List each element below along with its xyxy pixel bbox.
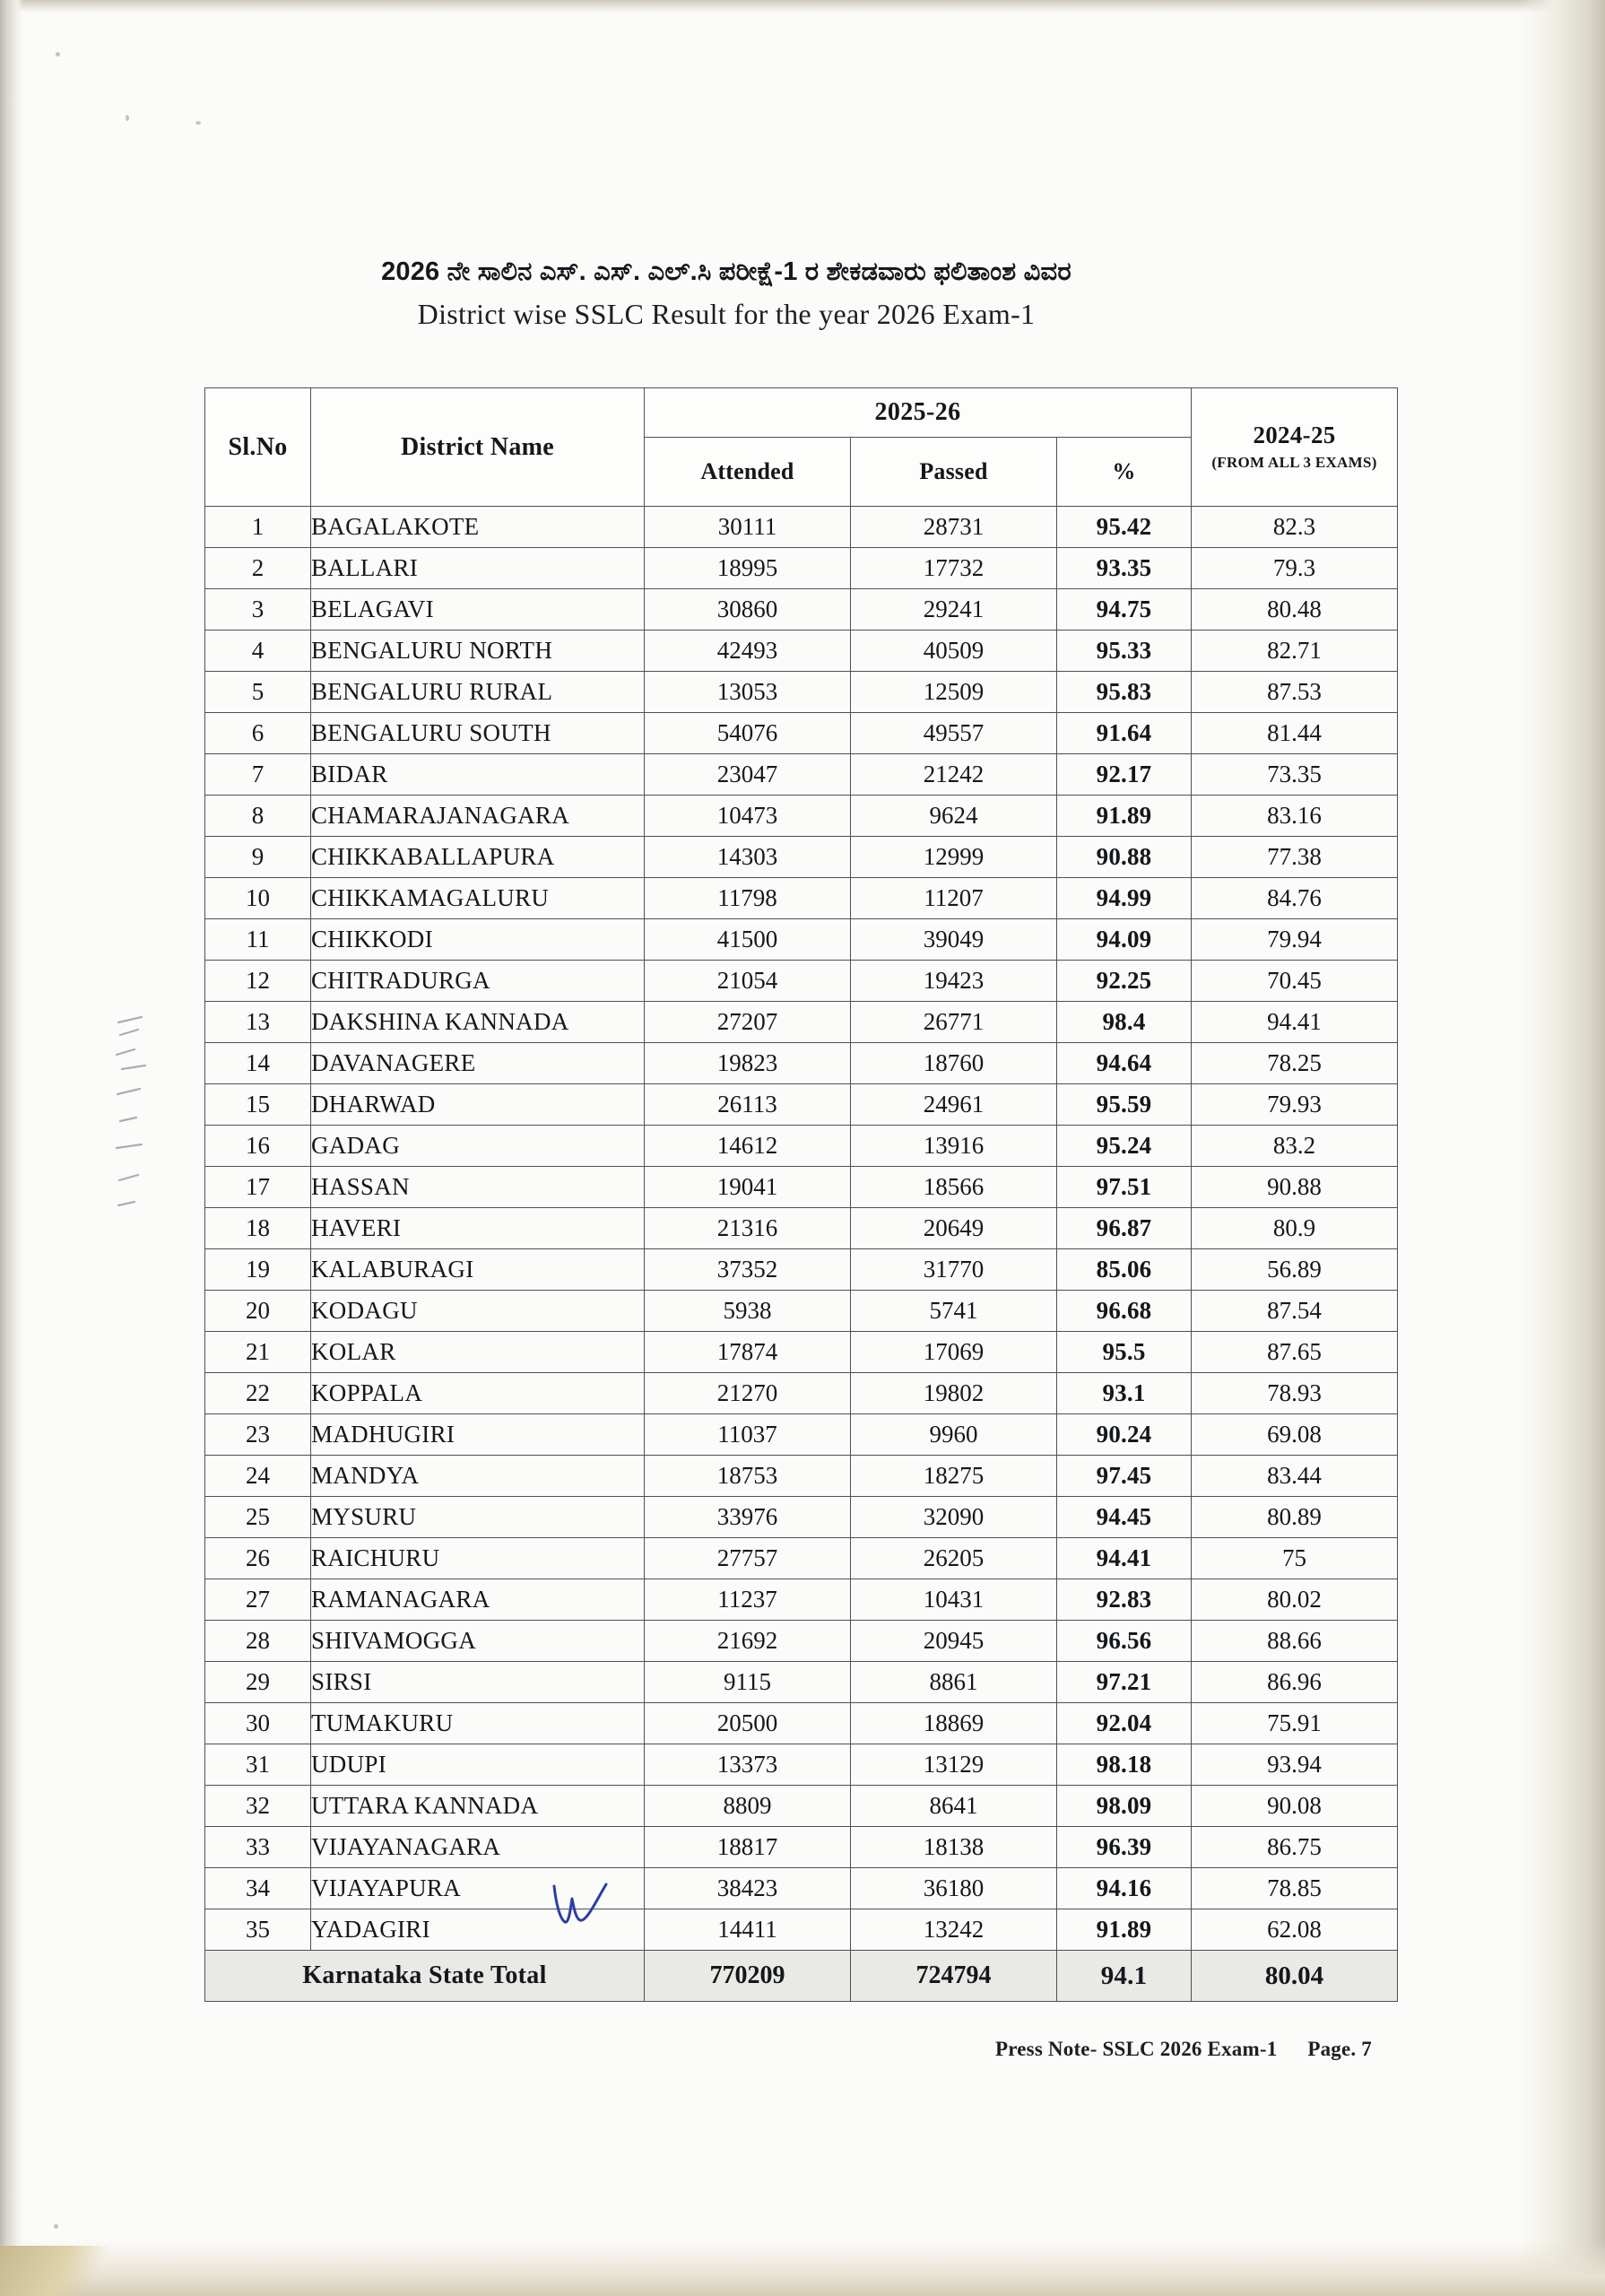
row-percent: 94.41: [1057, 1538, 1192, 1579]
table-body: [205, 507, 1398, 2002]
row-percent: 92.25: [1057, 961, 1192, 1002]
row-sl-no: 30: [205, 1703, 311, 1744]
row-percent: 94.99: [1057, 878, 1192, 919]
row-percent: 98.09: [1057, 1786, 1192, 1827]
row-sl-no: 2: [205, 548, 311, 589]
row-previous-percent: 70.45: [1192, 961, 1398, 1002]
row-previous-percent: 86.75: [1192, 1827, 1398, 1868]
header-district-name: District Name: [311, 388, 645, 507]
row-passed: 18760: [851, 1043, 1057, 1084]
row-passed: 26205: [851, 1538, 1057, 1579]
row-percent: 94.75: [1057, 589, 1192, 631]
row-attended: 18753: [645, 1456, 851, 1497]
row-attended: 13373: [645, 1744, 851, 1786]
row-sl-no: 15: [205, 1084, 311, 1126]
row-sl-no: 23: [205, 1414, 311, 1456]
row-previous-percent: 90.08: [1192, 1786, 1398, 1827]
row-sl-no: 18: [205, 1208, 311, 1249]
table-total-row: [205, 1951, 1398, 2002]
results-table-container: [204, 387, 1397, 2002]
table-row: [205, 1291, 1398, 1332]
row-attended: 18817: [645, 1827, 851, 1868]
row-passed: 20649: [851, 1208, 1057, 1249]
row-passed: 31770: [851, 1249, 1057, 1291]
row-sl-no: 6: [205, 713, 311, 754]
row-sl-no: 26: [205, 1538, 311, 1579]
row-percent: 94.45: [1057, 1497, 1192, 1538]
row-sl-no: 5: [205, 672, 311, 713]
row-passed: 12509: [851, 672, 1057, 713]
row-passed: 24961: [851, 1084, 1057, 1126]
row-previous-percent: 84.76: [1192, 878, 1398, 919]
margin-scribbles: [115, 1013, 151, 1229]
row-attended: 5938: [645, 1291, 851, 1332]
row-attended: 14303: [645, 837, 851, 878]
row-district-name: KODAGU: [311, 1291, 645, 1332]
row-previous-percent: 80.9: [1192, 1208, 1398, 1249]
scan-speck: [126, 115, 129, 121]
row-district-name: HASSAN: [311, 1167, 645, 1208]
row-percent: 91.89: [1057, 1909, 1192, 1951]
row-previous-percent: 62.08: [1192, 1909, 1398, 1951]
footer-page-number: Page. 7: [1307, 2038, 1372, 2060]
row-percent: 97.45: [1057, 1456, 1192, 1497]
row-sl-no: 3: [205, 589, 311, 631]
row-sl-no: 1: [205, 507, 311, 548]
row-percent: 93.35: [1057, 548, 1192, 589]
table-row: [205, 1621, 1398, 1662]
table-row: [205, 1827, 1398, 1868]
row-attended: 23047: [645, 754, 851, 796]
row-previous-percent: 78.85: [1192, 1868, 1398, 1909]
row-attended: 14612: [645, 1126, 851, 1167]
table-row: [205, 1332, 1398, 1373]
row-percent: 92.83: [1057, 1579, 1192, 1621]
row-sl-no: 35: [205, 1909, 311, 1951]
row-attended: 13053: [645, 672, 851, 713]
row-sl-no: 27: [205, 1579, 311, 1621]
row-sl-no: 4: [205, 631, 311, 672]
table-header: [205, 388, 1398, 507]
row-percent: 91.64: [1057, 713, 1192, 754]
table-row: [205, 1538, 1398, 1579]
document-title-block: [0, 256, 1453, 332]
row-percent: 95.59: [1057, 1084, 1192, 1126]
table-row: [205, 961, 1398, 1002]
row-district-name: MADHUGIRI: [311, 1414, 645, 1456]
row-attended: 20500: [645, 1703, 851, 1744]
row-percent: 98.18: [1057, 1744, 1192, 1786]
row-passed: 8641: [851, 1786, 1057, 1827]
header-attended: Attended: [645, 438, 851, 507]
row-sl-no: 12: [205, 961, 311, 1002]
row-passed: 13242: [851, 1909, 1057, 1951]
row-attended: 18995: [645, 548, 851, 589]
row-passed: 19423: [851, 961, 1057, 1002]
row-district-name: MYSURU: [311, 1497, 645, 1538]
row-sl-no: 9: [205, 837, 311, 878]
row-district-name: DHARWAD: [311, 1084, 645, 1126]
table-row: [205, 1043, 1398, 1084]
row-percent: 85.06: [1057, 1249, 1192, 1291]
table-row: [205, 1126, 1398, 1167]
page-edge-shadow-top: [0, 0, 1605, 13]
table-row: [205, 1249, 1398, 1291]
row-passed: 17732: [851, 548, 1057, 589]
row-sl-no: 16: [205, 1126, 311, 1167]
row-sl-no: 20: [205, 1291, 311, 1332]
row-passed: 19802: [851, 1373, 1057, 1414]
table-row: [205, 1002, 1398, 1043]
row-attended: 21316: [645, 1208, 851, 1249]
row-percent: 90.24: [1057, 1414, 1192, 1456]
page-edge-shadow-bottom: [0, 2240, 1605, 2296]
row-district-name: BENGALURU RURAL: [311, 672, 645, 713]
row-attended: 14411: [645, 1909, 851, 1951]
row-percent: 94.09: [1057, 919, 1192, 961]
row-district-name: RAMANAGARA: [311, 1579, 645, 1621]
row-previous-percent: 79.3: [1192, 548, 1398, 589]
row-attended: 21270: [645, 1373, 851, 1414]
row-passed: 21242: [851, 754, 1057, 796]
row-percent: 95.33: [1057, 631, 1192, 672]
row-district-name: BALLARI: [311, 548, 645, 589]
row-previous-percent: 73.35: [1192, 754, 1398, 796]
page-title-kannada: 2026 ನೇ ಸಾಲಿನ ಎಸ್. ಎಸ್. ಎಲ್.ಸಿ ಪರೀಕ್ಷೆ-1 ರ ಶೇಕಡವಾರು ಫಲಿತಾಂಶ ವಿವರ: [381, 257, 1071, 286]
row-district-name: MANDYA: [311, 1456, 645, 1497]
row-district-name: CHIKKAMAGALURU: [311, 878, 645, 919]
table-row: [205, 1786, 1398, 1827]
row-sl-no: 11: [205, 919, 311, 961]
row-sl-no: 21: [205, 1332, 311, 1373]
row-sl-no: 7: [205, 754, 311, 796]
row-previous-percent: 83.16: [1192, 796, 1398, 837]
row-passed: 26771: [851, 1002, 1057, 1043]
row-district-name: BENGALURU NORTH: [311, 631, 645, 672]
row-passed: 17069: [851, 1332, 1057, 1373]
total-percent: 94.1: [1057, 1951, 1192, 2002]
row-attended: 21692: [645, 1621, 851, 1662]
row-previous-percent: 94.41: [1192, 1002, 1398, 1043]
table-row: [205, 754, 1398, 796]
row-previous-percent: 83.2: [1192, 1126, 1398, 1167]
table-row: [205, 1497, 1398, 1538]
header-sl-no: Sl.No: [205, 388, 311, 507]
row-percent: 92.04: [1057, 1703, 1192, 1744]
total-label: Karnataka State Total: [205, 1951, 645, 2002]
row-percent: 92.17: [1057, 754, 1192, 796]
row-district-name: UTTARA KANNADA: [311, 1786, 645, 1827]
row-percent: 94.64: [1057, 1043, 1192, 1084]
row-percent: 96.87: [1057, 1208, 1192, 1249]
row-attended: 19041: [645, 1167, 851, 1208]
row-sl-no: 29: [205, 1662, 311, 1703]
row-passed: 49557: [851, 713, 1057, 754]
row-previous-percent: 81.44: [1192, 713, 1398, 754]
row-district-name: DAKSHINA KANNADA: [311, 1002, 645, 1043]
row-attended: 27207: [645, 1002, 851, 1043]
row-attended: 8809: [645, 1786, 851, 1827]
row-passed: 36180: [851, 1868, 1057, 1909]
table-row: [205, 548, 1398, 589]
row-percent: 90.88: [1057, 837, 1192, 878]
row-previous-percent: 82.71: [1192, 631, 1398, 672]
row-previous-percent: 90.88: [1192, 1167, 1398, 1208]
row-attended: 30860: [645, 589, 851, 631]
row-district-name: CHAMARAJANAGARA: [311, 796, 645, 837]
row-sl-no: 33: [205, 1827, 311, 1868]
row-district-name: CHIKKABALLAPURA: [311, 837, 645, 878]
row-district-name: KOPPALA: [311, 1373, 645, 1414]
table-row: [205, 631, 1398, 672]
table-row: [205, 919, 1398, 961]
page-footer: [0, 2038, 1372, 2061]
page-corner-fold: [0, 2246, 134, 2296]
header-group-2024-25: [1192, 388, 1398, 507]
district-results-table: [204, 387, 1398, 2002]
table-row: [205, 507, 1398, 548]
row-passed: 18138: [851, 1827, 1057, 1868]
row-district-name: KALABURAGI: [311, 1249, 645, 1291]
row-previous-percent: 83.44: [1192, 1456, 1398, 1497]
row-attended: 26113: [645, 1084, 851, 1126]
row-district-name: SHIVAMOGGA: [311, 1621, 645, 1662]
row-passed: 12999: [851, 837, 1057, 878]
row-previous-percent: 86.96: [1192, 1662, 1398, 1703]
table-row: [205, 1208, 1398, 1249]
row-sl-no: 28: [205, 1621, 311, 1662]
row-passed: 8861: [851, 1662, 1057, 1703]
scan-speck: [56, 52, 60, 57]
row-sl-no: 17: [205, 1167, 311, 1208]
row-attended: 19823: [645, 1043, 851, 1084]
row-district-name: TUMAKURU: [311, 1703, 645, 1744]
row-previous-percent: 56.89: [1192, 1249, 1398, 1291]
row-sl-no: 10: [205, 878, 311, 919]
row-previous-percent: 79.93: [1192, 1084, 1398, 1126]
row-district-name: BIDAR: [311, 754, 645, 796]
table-row: [205, 1167, 1398, 1208]
row-sl-no: 13: [205, 1002, 311, 1043]
row-district-name: CHIKKODI: [311, 919, 645, 961]
row-percent: 96.56: [1057, 1621, 1192, 1662]
header-passed: Passed: [851, 438, 1057, 507]
header-percent: %: [1057, 438, 1192, 507]
row-attended: 11037: [645, 1414, 851, 1456]
table-row: [205, 589, 1398, 631]
total-attended: 770209: [645, 1951, 851, 2002]
row-percent: 91.89: [1057, 796, 1192, 837]
total-passed: 724794: [851, 1951, 1057, 2002]
row-passed: 18275: [851, 1456, 1057, 1497]
scan-speck: [195, 121, 201, 125]
scan-speck: [54, 2224, 58, 2229]
row-passed: 40509: [851, 631, 1057, 672]
row-percent: 95.42: [1057, 507, 1192, 548]
row-sl-no: 19: [205, 1249, 311, 1291]
row-attended: 21054: [645, 961, 851, 1002]
row-percent: 96.39: [1057, 1827, 1192, 1868]
row-attended: 37352: [645, 1249, 851, 1291]
row-percent: 95.24: [1057, 1126, 1192, 1167]
row-passed: 29241: [851, 589, 1057, 631]
row-previous-percent: 87.54: [1192, 1291, 1398, 1332]
row-district-name: UDUPI: [311, 1744, 645, 1786]
row-passed: 28731: [851, 507, 1057, 548]
table-row: [205, 1703, 1398, 1744]
table-row: [205, 1579, 1398, 1621]
row-previous-percent: 88.66: [1192, 1621, 1398, 1662]
row-passed: 9960: [851, 1414, 1057, 1456]
row-passed: 5741: [851, 1291, 1057, 1332]
row-previous-percent: 80.02: [1192, 1579, 1398, 1621]
row-passed: 10431: [851, 1579, 1057, 1621]
row-district-name: YADAGIRI: [311, 1909, 645, 1951]
row-sl-no: 32: [205, 1786, 311, 1827]
row-attended: 11237: [645, 1579, 851, 1621]
page-edge-shadow-right: [1519, 0, 1605, 2296]
row-district-name: BELAGAVI: [311, 589, 645, 631]
table-row: [205, 1414, 1398, 1456]
table-row: [205, 1909, 1398, 1951]
row-district-name: GADAG: [311, 1126, 645, 1167]
row-attended: 54076: [645, 713, 851, 754]
row-district-name: BAGALAKOTE: [311, 507, 645, 548]
table-row: [205, 1373, 1398, 1414]
row-previous-percent: 87.53: [1192, 672, 1398, 713]
row-passed: 39049: [851, 919, 1057, 961]
row-district-name: VIJAYAPURA: [311, 1868, 645, 1909]
row-previous-percent: 75: [1192, 1538, 1398, 1579]
row-passed: 13916: [851, 1126, 1057, 1167]
row-attended: 11798: [645, 878, 851, 919]
footer-note: Press Note- SSLC 2026 Exam-1: [995, 2038, 1278, 2060]
row-percent: 95.5: [1057, 1332, 1192, 1373]
row-previous-percent: 69.08: [1192, 1414, 1398, 1456]
row-district-name: VIJAYANAGARA: [311, 1827, 645, 1868]
row-previous-percent: 93.94: [1192, 1744, 1398, 1786]
header-group-2024-25-note: (FROM ALL 3 EXAMS): [1211, 454, 1377, 472]
row-district-name: BENGALURU SOUTH: [311, 713, 645, 754]
row-previous-percent: 78.93: [1192, 1373, 1398, 1414]
row-district-name: KOLAR: [311, 1332, 645, 1373]
table-row: [205, 1456, 1398, 1497]
table-row: [205, 837, 1398, 878]
row-sl-no: 25: [205, 1497, 311, 1538]
row-district-name: SIRSI: [311, 1662, 645, 1703]
row-sl-no: 8: [205, 796, 311, 837]
table-row: [205, 878, 1398, 919]
row-percent: 98.4: [1057, 1002, 1192, 1043]
row-attended: 10473: [645, 796, 851, 837]
row-attended: 30111: [645, 507, 851, 548]
row-passed: 9624: [851, 796, 1057, 837]
row-attended: 41500: [645, 919, 851, 961]
row-previous-percent: 79.94: [1192, 919, 1398, 961]
row-percent: 96.68: [1057, 1291, 1192, 1332]
row-district-name: CHITRADURGA: [311, 961, 645, 1002]
table-row: [205, 1662, 1398, 1703]
table-row: [205, 672, 1398, 713]
row-sl-no: 24: [205, 1456, 311, 1497]
row-percent: 95.83: [1057, 672, 1192, 713]
row-passed: 18869: [851, 1703, 1057, 1744]
row-attended: 17874: [645, 1332, 851, 1373]
row-attended: 38423: [645, 1868, 851, 1909]
row-attended: 33976: [645, 1497, 851, 1538]
table-row: [205, 1744, 1398, 1786]
row-attended: 27757: [645, 1538, 851, 1579]
row-previous-percent: 78.25: [1192, 1043, 1398, 1084]
header-group-2025-26: 2025-26: [645, 388, 1192, 438]
row-previous-percent: 80.48: [1192, 589, 1398, 631]
row-previous-percent: 87.65: [1192, 1332, 1398, 1373]
table-row: [205, 1084, 1398, 1126]
row-district-name: DAVANAGERE: [311, 1043, 645, 1084]
row-district-name: HAVERI: [311, 1208, 645, 1249]
row-passed: 18566: [851, 1167, 1057, 1208]
row-percent: 97.21: [1057, 1662, 1192, 1703]
row-passed: 32090: [851, 1497, 1057, 1538]
row-previous-percent: 77.38: [1192, 837, 1398, 878]
page-title-english: District wise SSLC Result for the year 2026 Exam-1: [417, 298, 1036, 331]
row-sl-no: 31: [205, 1744, 311, 1786]
row-sl-no: 34: [205, 1868, 311, 1909]
table-row: [205, 796, 1398, 837]
row-percent: 94.16: [1057, 1868, 1192, 1909]
row-passed: 11207: [851, 878, 1057, 919]
table-row: [205, 713, 1398, 754]
row-percent: 97.51: [1057, 1167, 1192, 1208]
row-attended: 9115: [645, 1662, 851, 1703]
row-previous-percent: 82.3: [1192, 507, 1398, 548]
row-previous-percent: 80.89: [1192, 1497, 1398, 1538]
row-passed: 20945: [851, 1621, 1057, 1662]
row-district-name: RAICHURU: [311, 1538, 645, 1579]
row-sl-no: 14: [205, 1043, 311, 1084]
page-edge-shadow-left: [0, 0, 23, 2296]
total-previous-percent: 80.04: [1192, 1951, 1398, 2002]
table-row: [205, 1868, 1398, 1909]
row-attended: 42493: [645, 631, 851, 672]
row-previous-percent: 75.91: [1192, 1703, 1398, 1744]
row-sl-no: 22: [205, 1373, 311, 1414]
header-group-2024-25-year: 2024-25: [1253, 422, 1336, 449]
row-passed: 13129: [851, 1744, 1057, 1786]
row-percent: 93.1: [1057, 1373, 1192, 1414]
